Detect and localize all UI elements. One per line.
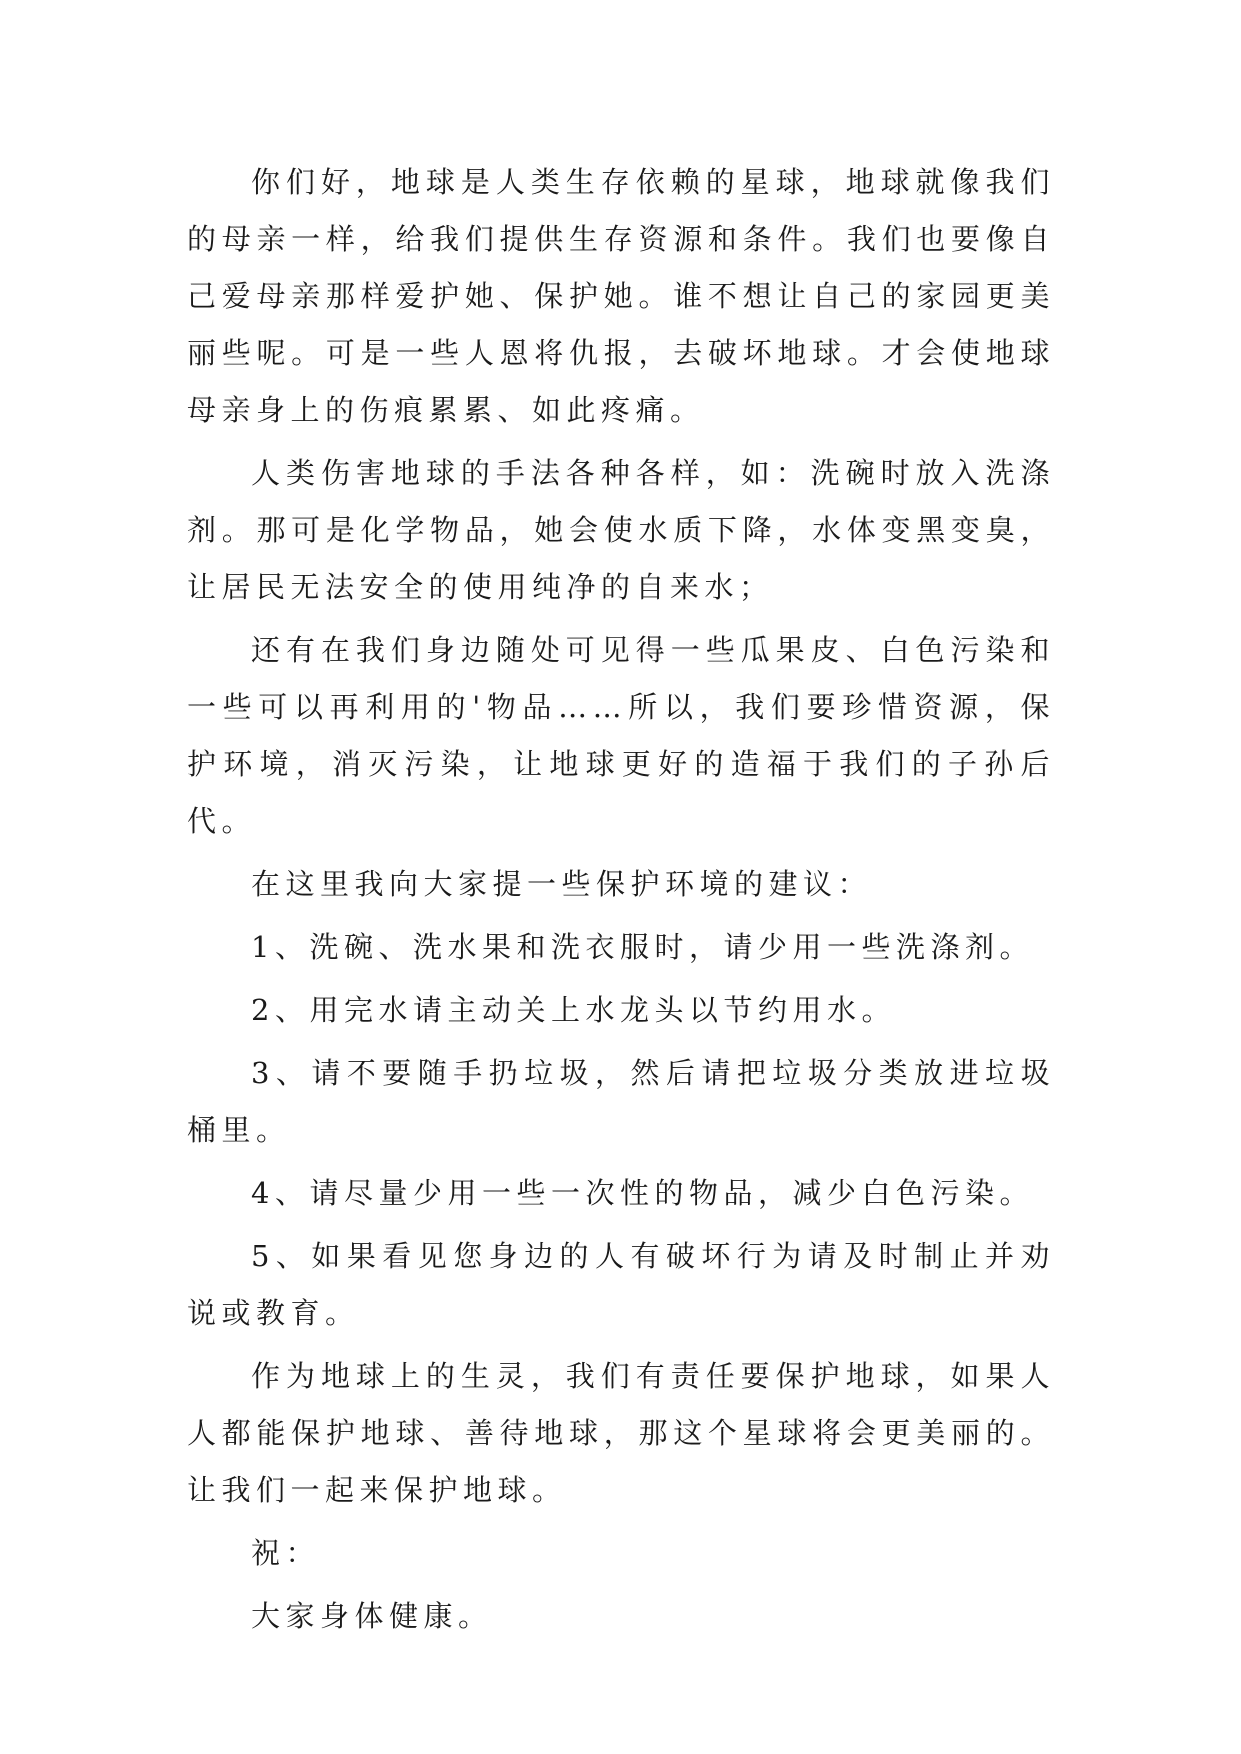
suggestion-item-3: 3、请不要随手扔垃圾，然后请把垃圾分类放进垃圾桶里。 <box>187 1056 1055 1147</box>
paragraph-harm: 人类伤害地球的手法各种各样，如：洗碗时放入洗涤剂。那可是化学物品，她会使水质下降，水体变黑变臭，让居民无法安全的使用纯净的自来水； <box>187 456 1055 604</box>
paragraph-suggestions-intro: 在这里我向大家提一些保护环境的建议： <box>251 867 873 901</box>
paragraph-intro: 你们好，地球是人类生存依赖的星球，地球就像我们的母亲一样，给我们提供生存资源和条件。我们也要像自己爱母亲那样爱护她、保护她。谁不想让自己的家园更美丽些呢。可是一些人恩将仇报，去破坏地球。才会使地球母亲身上的伤痕累累、如此疼痛。 <box>187 165 1055 427</box>
suggestion-item-1: 1、洗碗、洗水果和洗衣服时，请少用一些洗涤剂。 <box>251 930 1034 964</box>
paragraph-conclusion: 作为地球上的生灵，我们有责任要保护地球，如果人人都能保护地球、善待地球，那这个星球将会更美丽的。让我们一起来保护地球。 <box>187 1359 1055 1507</box>
suggestion-item-5: 5、如果看见您身边的人有破坏行为请及时制止并劝说或教育。 <box>187 1239 1055 1330</box>
paragraph-pollution: 还有在我们身边随处可见得一些瓜果皮、白色污染和一些可以再利用的'物品……所以，我们要珍惜资源，保护环境，消灭污染，让地球更好的造福于我们的子孙后代。 <box>187 633 1055 838</box>
suggestion-item-2: 2、用完水请主动关上水龙头以节约用水。 <box>251 993 896 1027</box>
suggestion-item-4: 4、请尽量少用一些一次性的物品，减少白色污染。 <box>251 1176 1034 1210</box>
closing-wish: 大家身体健康。 <box>251 1599 493 1633</box>
closing-salutation: 祝： <box>251 1536 321 1570</box>
document-body <box>187 154 1055 1645</box>
